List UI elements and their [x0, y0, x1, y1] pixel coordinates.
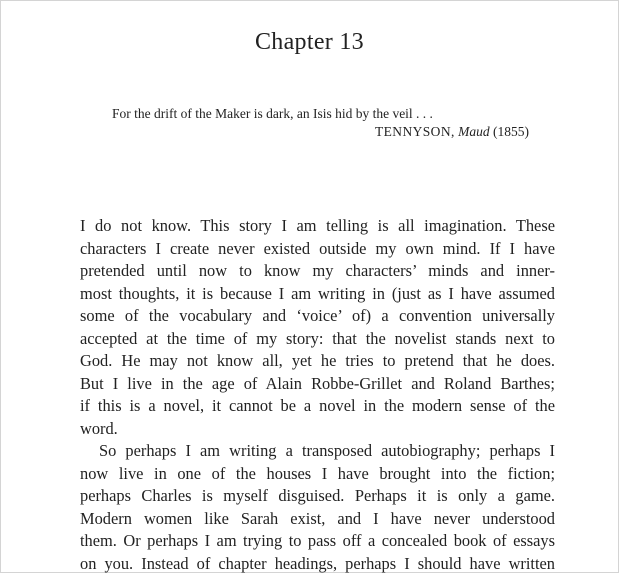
epigraph-work: Maud: [458, 124, 490, 139]
text-line: perhaps Charles is myself disguised. Perhaps it is only a game.: [80, 485, 555, 508]
text-line: now live in one of the houses I have brought into the fiction;: [80, 463, 555, 486]
text-line: most thoughts, it is because I am writing in (just as I have assumed: [80, 283, 555, 306]
text-line: them. Or perhaps I am trying to pass off a concealed book of essays: [80, 530, 555, 553]
text-line: accepted at the time of my story: that the novelist stands next to: [80, 328, 555, 351]
text-line: word.: [80, 418, 555, 441]
text-line: But I live in the age of Alain Robbe-Grillet and Roland Barthes;: [80, 373, 555, 396]
text-line: Modern women like Sarah exist, and I have never understood: [80, 508, 555, 531]
text-line: pretended until now to know my characters’ minds and inner-: [80, 260, 555, 283]
text-line: I do not know. This story I am telling is all imagination. These: [80, 215, 555, 238]
text-line: So perhaps I am writing a transposed autobiography; perhaps I: [80, 440, 555, 463]
epigraph: [112, 105, 536, 141]
chapter-title: Chapter 13: [1, 29, 618, 56]
text-line: characters I create never existed outside my own mind. If I have: [80, 238, 555, 261]
text-line: God. He may not know all, yet he tries to pretend that he does.: [80, 350, 555, 373]
epigraph-source: [112, 123, 536, 141]
epigraph-year: (1855): [493, 124, 529, 139]
text-line: if this is a novel, it cannot be a novel in the modern sense of the: [80, 395, 555, 418]
text-line: some of the vocabulary and ‘voice’ of) a convention universally: [80, 305, 555, 328]
epigraph-author: TENNYSON,: [375, 124, 455, 139]
text-line: on you. Instead of chapter headings, perhaps I should have written: [80, 553, 555, 575]
epigraph-quote: For the drift of the Maker is dark, an Isis hid by the veil . . .: [112, 105, 536, 123]
body-text: [80, 215, 555, 575]
